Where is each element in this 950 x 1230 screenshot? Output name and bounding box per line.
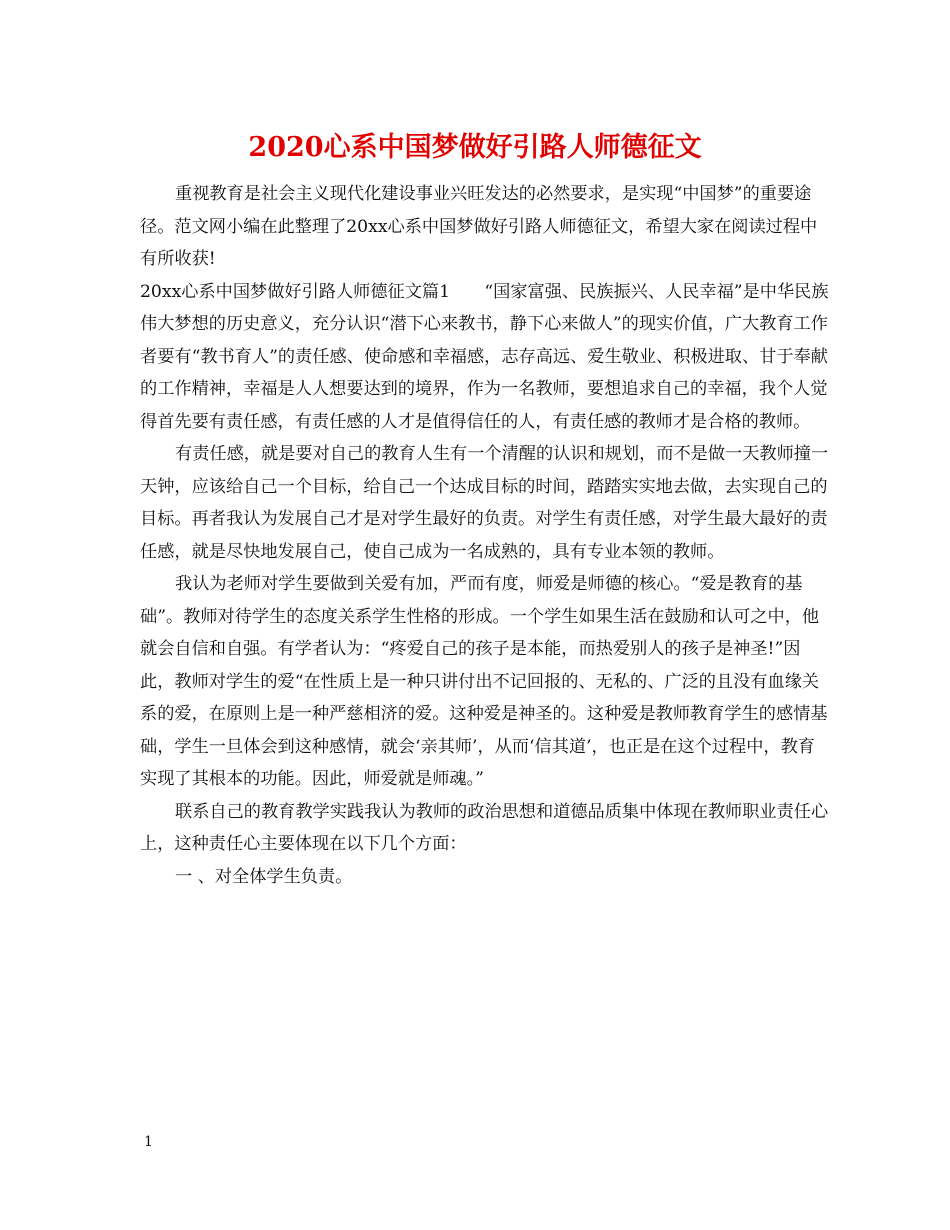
document-body	[140, 178, 830, 893]
paragraph-6: 一 、对全体学生负责。	[175, 866, 353, 887]
paragraph-5: 联系自己的教育教学实践我认为教师的政治思想和道德品质集中体现在教师职业责任心上，这种责任心主要体现在以下几个方面：	[140, 801, 829, 854]
paragraph-3: 有责任感，就是要对自己的教育人生有一个清醒的认识和规划，而不是做一天教师撞一天钟，应该给自己一个目标，给自己一个达成目标的时间，踏踏实实地去做，去实现自己的目标。再者我认为发展自己才是对学生最好的负责。对学生有责任感，对学生最大最好的责任感，就是尽快地发展自己，使自己成为一名成熟的，具有专业本领的教师。	[140, 444, 829, 562]
document-title: 2020心系中国梦做好引路人师德征文	[248, 132, 702, 163]
paragraph-4: 我认为老师对学生要做到关爱有加，严而有度，师爱是师德的核心。“爱是教育的基础”。教师对待学生的态度关系学生性格的形成。一个学生如果生活在鼓励和认可之中，他就会自信和自强。有学者认为：“疼爱自己的孩子是本能，而热爱别人的孩子是神圣!”因此，教师对学生的爱“在性质上是一种只讲付出不记回报的、无私的、广泛的且没有血缘关系的爱，在原则上是一种严慈相济的爱。这种爱是神圣的。这种爱是教师教育学生的感情基础，学生一旦体会到这种感情，就会‘亲其师’，从而‘信其道’，也正是在这个过程中，教育实现了其根本的功能。因此，师爱就是师魂。”	[140, 574, 828, 789]
page-number: 1	[144, 1134, 153, 1150]
paragraph-2: 20xx心系中国梦做好引路人师德征文篇1 “国家富强、民族振兴、人民幸福”是中华民族伟大梦想的历史意义，充分认识“潜下心来教书，静下心来做人”的现实价值，广大教育工作者要有“教书育人”的责任感、使命感和幸福感，志存高远、爱生敬业、积极进取、甘于奉献的工作精神，幸福是人人想要达到的境界，作为一名教师，要想追求自己的幸福，我个人觉得首先要有责任感，有责任感的人才是值得信任的人，有责任感的教师才是合格的教师。	[140, 281, 829, 432]
paragraph-1: 重视教育是社会主义现代化建设事业兴旺发达的必然要求，是实现“中国梦”的重要途径。范文网小编在此整理了20xx心系中国梦做好引路人师德征文，希望大家在阅读过程中有所收获!	[140, 184, 818, 269]
